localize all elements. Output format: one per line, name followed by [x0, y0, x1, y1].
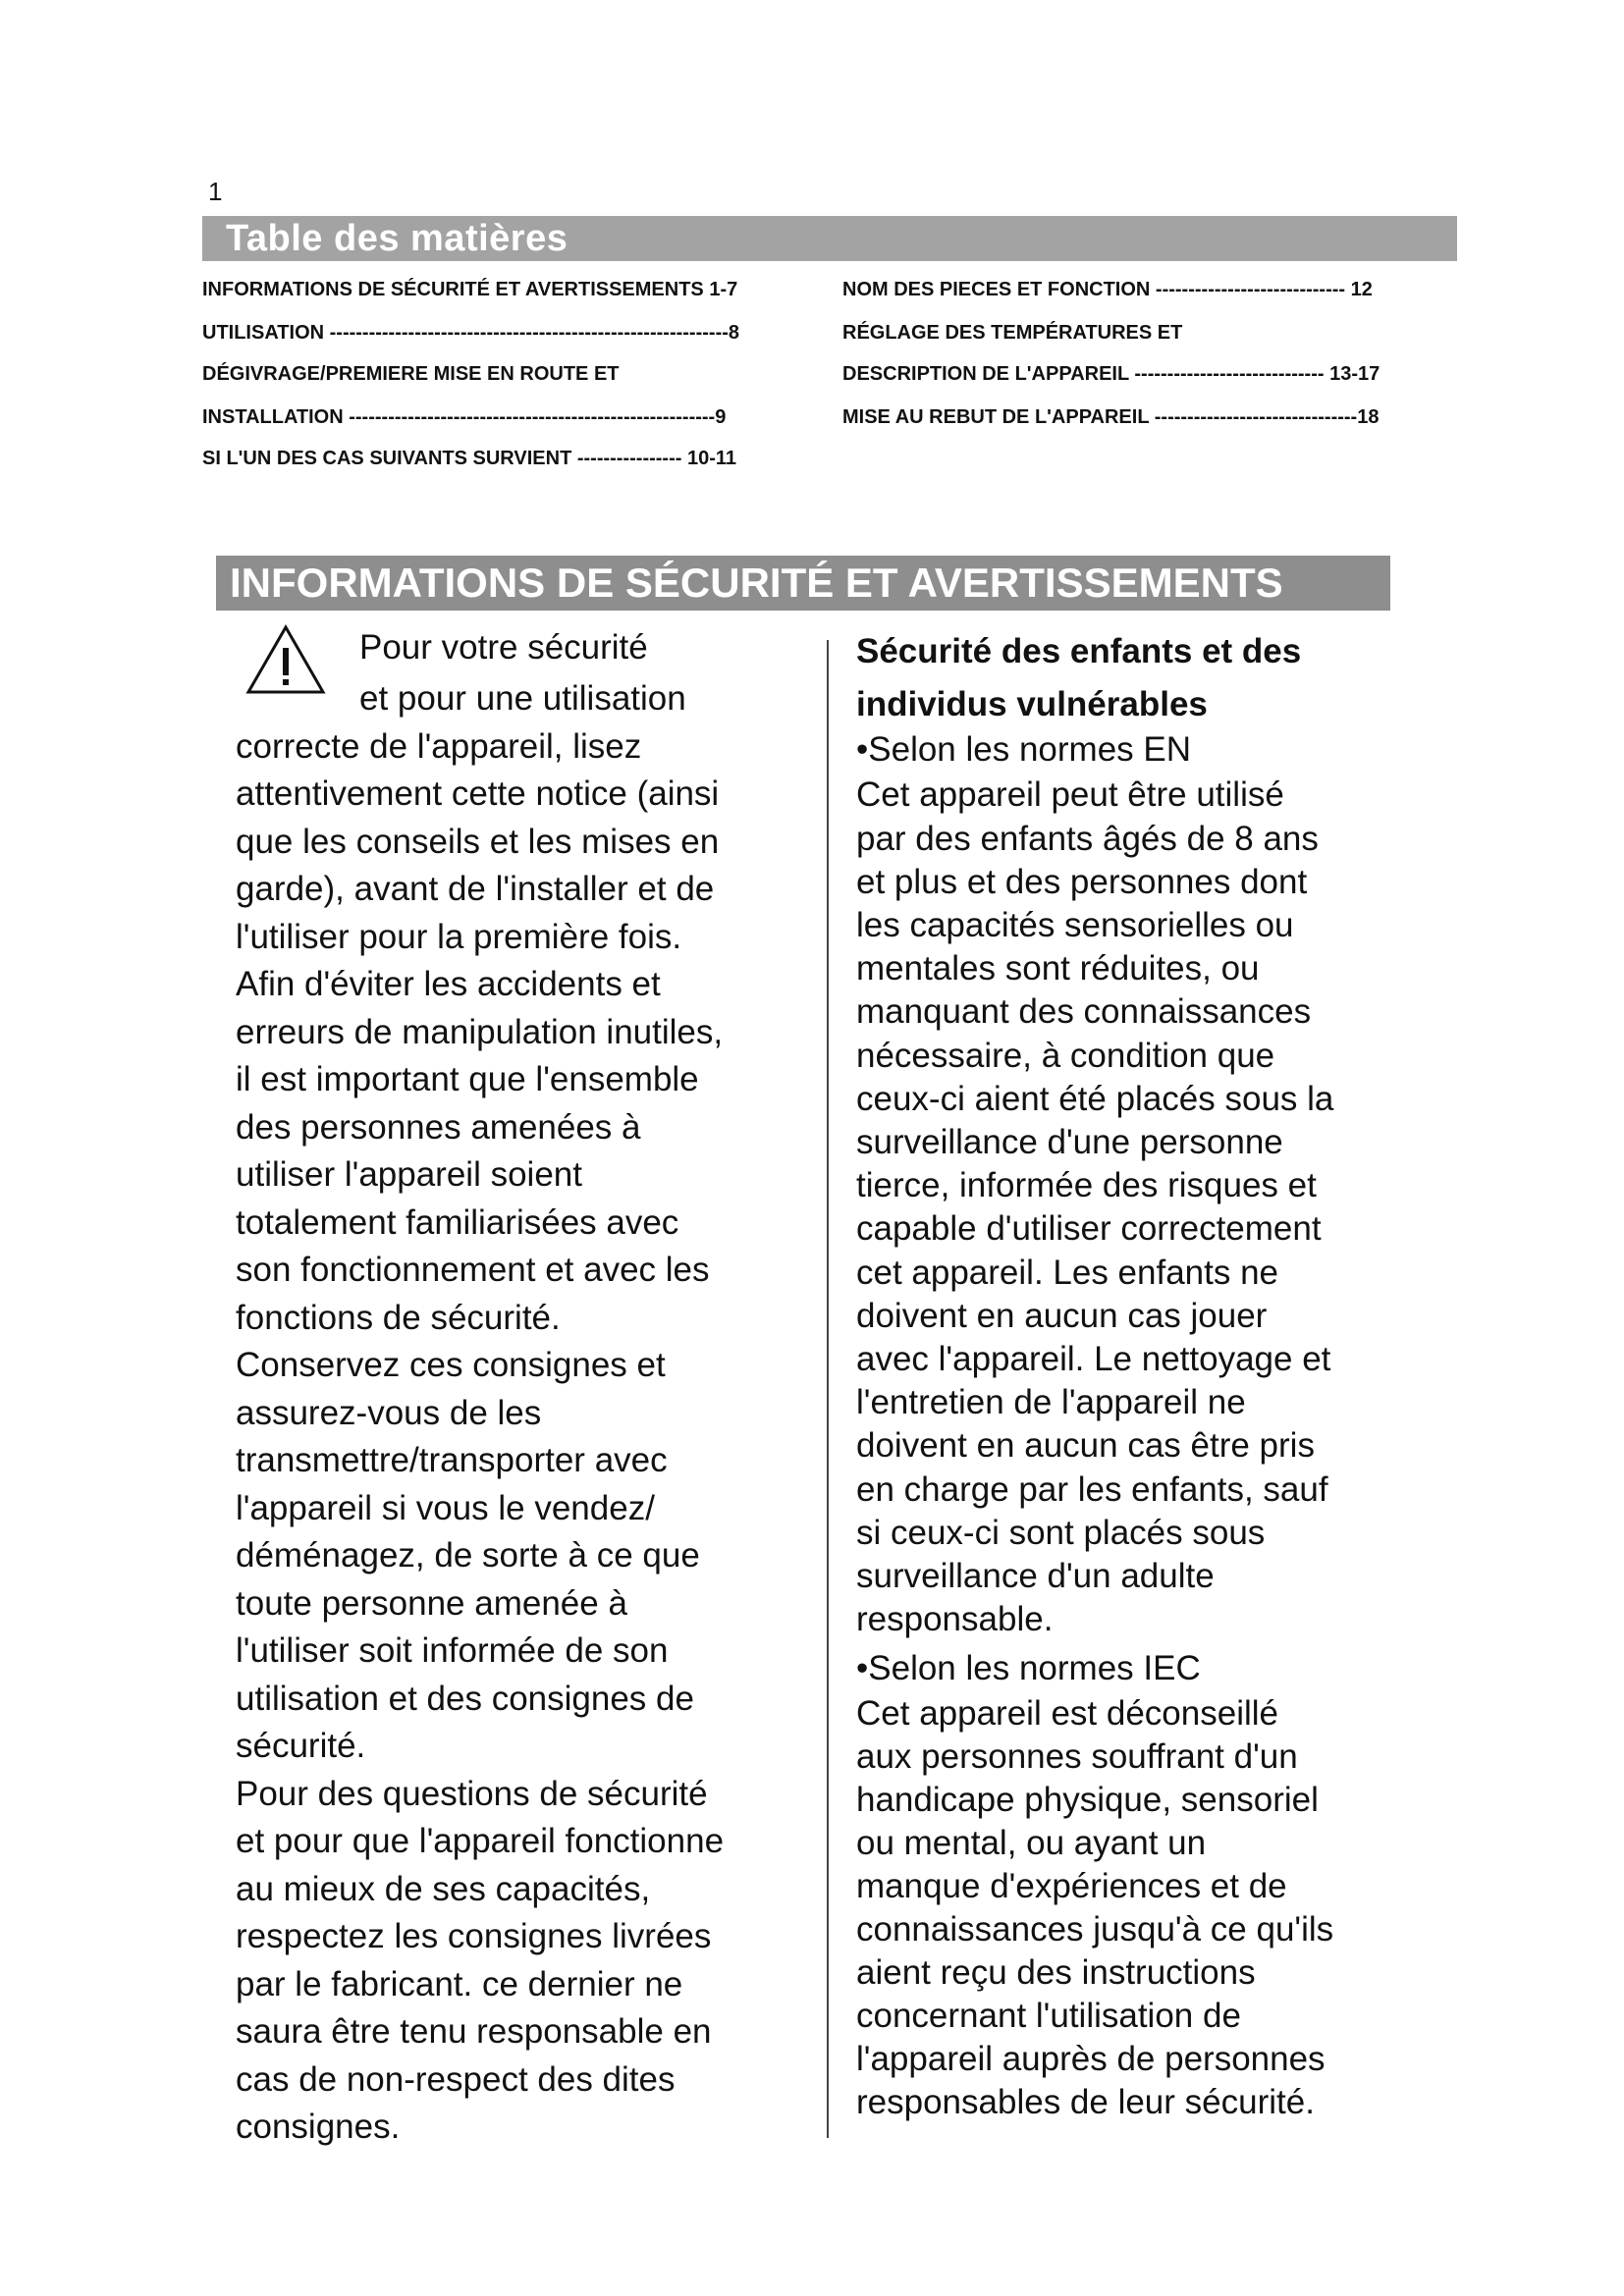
- body-text-line: Afin d'éviter les accidents et: [236, 965, 661, 1003]
- toc-header-bar: [202, 216, 1457, 261]
- body-text-line: •Selon les normes EN: [856, 730, 1192, 769]
- body-text-line: par le fabricant. ce dernier ne: [236, 1965, 683, 2003]
- body-text-line: doivent en aucun cas jouer: [856, 1297, 1268, 1335]
- body-text-line: saura être tenu responsable en: [236, 2012, 712, 2051]
- body-text-line: attentivement cette notice (ainsi: [236, 774, 720, 813]
- body-text-line: que les conseils et les mises en: [236, 823, 720, 861]
- column-divider: [827, 640, 829, 2138]
- body-text-line: des personnes amenées à: [236, 1108, 641, 1147]
- body-text-line: toute personne amenée à: [236, 1584, 627, 1623]
- body-text-line: fonctions de sécurité.: [236, 1299, 561, 1337]
- body-text-line: concernant l'utilisation de: [856, 1997, 1241, 2035]
- body-text-line: l'utiliser soit informée de son: [236, 1631, 669, 1670]
- body-text-line: manque d'expériences et de: [856, 1867, 1287, 1905]
- body-text-line: utilisation et des consignes de: [236, 1680, 694, 1718]
- body-text-line: nécessaire, à condition que: [856, 1037, 1275, 1075]
- body-text-line: l'appareil auprès de personnes: [856, 2040, 1326, 2078]
- body-text-line: par des enfants âgés de 8 ans: [856, 820, 1319, 858]
- body-text-line: sécurité.: [236, 1727, 366, 1765]
- body-text-line: il est important que l'ensemble: [236, 1060, 699, 1098]
- body-text-line: aient reçu des instructions: [856, 1953, 1256, 1992]
- toc-title: Table des matières: [226, 218, 568, 259]
- body-text-line: assurez-vous de les: [236, 1394, 542, 1432]
- subheading-line: individus vulnérables: [856, 685, 1208, 723]
- body-text-line: Pour votre sécurité: [359, 628, 648, 667]
- body-text-line: l'entretien de l'appareil ne: [856, 1383, 1246, 1421]
- body-text-line: surveillance d'un adulte: [856, 1557, 1215, 1595]
- toc-entry: UTILISATION -------------------------------------------------------------8: [202, 322, 740, 344]
- body-text-line: garde), avant de l'installer et de: [236, 870, 715, 908]
- body-text-line: erreurs de manipulation inutiles,: [236, 1013, 724, 1051]
- body-text-line: Cet appareil est déconseillé: [856, 1694, 1278, 1733]
- page-number: 1: [208, 177, 223, 206]
- body-text-line: respectez les consignes livrées: [236, 1917, 712, 1955]
- toc-entry: INSTALLATION --------------------------------------------------------9: [202, 406, 727, 428]
- body-text-line: responsables de leur sécurité.: [856, 2083, 1315, 2121]
- body-text-line: son fonctionnement et avec les: [236, 1251, 710, 1289]
- body-text-line: handicape physique, sensoriel: [856, 1781, 1319, 1819]
- body-text-line: Conservez ces consignes et: [236, 1346, 666, 1384]
- body-text-line: capable d'utiliser correctement: [856, 1209, 1322, 1248]
- toc-entry: MISE AU REBUT DE L'APPAREIL -------------------------------18: [842, 406, 1380, 428]
- toc-entry: RÉGLAGE DES TEMPÉRATURES ET: [842, 322, 1183, 344]
- body-text-line: doivent en aucun cas être pris: [856, 1426, 1315, 1465]
- toc-entry: DÉGIVRAGE/PREMIERE MISE EN ROUTE ET: [202, 363, 620, 385]
- toc-entry: DESCRIPTION DE L'APPAREIL ----------------------------- 13-17: [842, 363, 1380, 385]
- body-text-line: avec l'appareil. Le nettoyage et: [856, 1340, 1331, 1378]
- body-text-line: aux personnes souffrant d'un: [856, 1737, 1298, 1776]
- body-text-line: cas de non-respect des dites: [236, 2060, 676, 2099]
- body-text-line: et plus et des personnes dont: [856, 863, 1308, 901]
- body-text-line: en charge par les enfants, sauf: [856, 1470, 1328, 1509]
- body-text-line: au mieux de ses capacités,: [236, 1870, 651, 1908]
- body-text-line: l'utiliser pour la première fois.: [236, 918, 682, 956]
- toc-entry: NOM DES PIECES ET FONCTION ----------------------------- 12: [842, 279, 1373, 300]
- body-text-line: déménagez, de sorte à ce que: [236, 1536, 700, 1575]
- body-text-line: totalement familiarisées avec: [236, 1203, 679, 1242]
- body-text-line: consignes.: [236, 2108, 401, 2146]
- body-text-line: ceux-ci aient été placés sous la: [856, 1080, 1334, 1118]
- body-text-line: tierce, informée des risques et: [856, 1166, 1317, 1204]
- body-text-line: ou mental, ou ayant un: [856, 1824, 1207, 1862]
- body-text-line: les capacités sensorielles ou: [856, 906, 1294, 944]
- body-text-line: Cet appareil peut être utilisé: [856, 775, 1284, 814]
- body-text-line: connaissances jusqu'à ce qu'ils: [856, 1910, 1334, 1949]
- body-text-line: et pour que l'appareil fonctionne: [236, 1822, 725, 1860]
- body-text-line: •Selon les normes IEC: [856, 1649, 1201, 1687]
- subheading-line: Sécurité des enfants et des: [856, 632, 1302, 670]
- warning-triangle-icon: [245, 624, 326, 695]
- toc-entry: SI L'UN DES CAS SUIVANTS SURVIENT ---------------- 10-11: [202, 448, 737, 469]
- toc-entry: INFORMATIONS DE SÉCURITÉ ET AVERTISSEMENTS 1-7: [202, 279, 738, 300]
- body-text-line: surveillance d'une personne: [856, 1123, 1283, 1161]
- body-text-line: transmettre/transporter avec: [236, 1441, 668, 1479]
- section-header-bar: [216, 556, 1390, 611]
- body-text-line: correcte de l'appareil, lisez: [236, 727, 642, 766]
- body-text-line: l'appareil si vous le vendez/: [236, 1489, 655, 1527]
- body-text-line: et pour une utilisation: [359, 679, 686, 718]
- body-text-line: utiliser l'appareil soient: [236, 1155, 582, 1194]
- body-text-line: manquant des connaissances: [856, 992, 1312, 1031]
- body-text-line: responsable.: [856, 1600, 1054, 1638]
- body-text-line: si ceux-ci sont placés sous: [856, 1514, 1266, 1552]
- body-text-line: mentales sont réduites, ou: [856, 949, 1260, 988]
- section-title: INFORMATIONS DE SÉCURITÉ ET AVERTISSEMENTS: [230, 560, 1283, 606]
- body-text-line: cet appareil. Les enfants ne: [856, 1254, 1279, 1292]
- body-text-line: Pour des questions de sécurité: [236, 1775, 708, 1813]
